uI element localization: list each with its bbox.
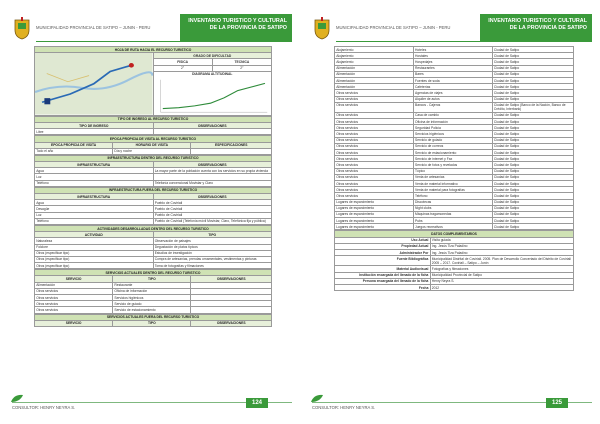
service-location: Ciudad de Satipo <box>492 77 573 83</box>
service-type: Agencias de viajes <box>413 90 492 96</box>
service-category: Lugares de esparcimiento <box>335 224 414 230</box>
infra-outside-obs: Pueblo de Coviriali <box>153 200 272 206</box>
complementary-value: Ing. Jesús Tiza Paladino <box>430 243 573 249</box>
service-type: Casa de cambio <box>413 112 492 118</box>
service-type: Bancos - Cajeros <box>413 102 492 112</box>
entry-title: TIPO DE INGRESO AL RECURSO TURISTICO <box>35 116 272 122</box>
service-type: Venta de artesanías <box>413 174 492 180</box>
season-title: EPOCA PROPICIA DE VISITA AL RECURSO TURISTICO <box>35 136 272 142</box>
service-category: Lugares de esparcimiento <box>335 218 414 224</box>
consultant-name: CONSULTOR: HENRY NEYRA S. <box>12 405 76 410</box>
service-type: Oficina de información <box>113 288 191 294</box>
service-location: Ciudad de Satipo <box>492 125 573 131</box>
service-location: Ciudad de Satipo <box>492 131 573 137</box>
service-type: Fuentes de soda <box>413 77 492 83</box>
page-number: 124 <box>246 398 268 408</box>
header-title-box <box>480 14 592 42</box>
service-category: Otros servicios <box>335 168 414 174</box>
service-location: Ciudad de Satipo <box>492 59 573 65</box>
difficulty-header: GRADO DE DIFICULTAD <box>153 53 272 59</box>
service-category: Alojamiento <box>335 47 414 53</box>
page-number: 125 <box>546 398 568 408</box>
service-category: Otros servicios <box>335 174 414 180</box>
activity-name: Otros (especificar tipo) <box>35 250 154 256</box>
service-type: Servicios higiénicos <box>413 131 492 137</box>
complementary-label: Material Audiovisual <box>335 266 431 272</box>
service-category: Alimentación <box>335 77 414 83</box>
altitude-header: DIAGRAMA ALTITUDINAL <box>192 71 233 76</box>
complementary-body <box>335 237 574 291</box>
season-col-spec: ESPECIFICACIONES <box>191 142 272 148</box>
physical-label: FISICA <box>153 59 212 65</box>
service-type: Restaurante <box>113 282 191 288</box>
service-category: Alimentación <box>335 65 414 71</box>
activity-type: Compra de artesanías, prendas ornamentales, vestimentas y pinturas <box>153 256 272 262</box>
services-outside-list <box>334 46 574 230</box>
service-location: Ciudad de Satipo <box>492 199 573 205</box>
service-category: Otros servicios <box>35 301 113 307</box>
complementary-value: Visita guiada <box>430 237 573 243</box>
service-category: Otros servicios <box>335 112 414 118</box>
service-category: Otros servicios <box>335 187 414 193</box>
service-type: Venta de material informativo <box>413 180 492 186</box>
services-inside-table <box>34 269 272 313</box>
service-location: Ciudad de Satipo <box>492 90 573 96</box>
service-category: Otros servicios <box>335 90 414 96</box>
service-type: Bares <box>413 71 492 77</box>
service-category: Alojamiento <box>335 59 414 65</box>
infra-outside-obs: Pueblo de Coviriali (Telefonía móvil Movistar, Claro, Telefónica fija y pública) <box>153 218 272 224</box>
infra-inside-obs: Telefonía convencional Movistar y Claro <box>153 180 272 186</box>
service-location: Ciudad de Satipo <box>492 168 573 174</box>
service-location: Ciudad de Satipo <box>492 211 573 217</box>
technical-label: TECNICA <box>212 59 271 65</box>
infra-outside-item: Teléfono <box>35 218 154 224</box>
infra-inside-obs: La mayor parte de la población cuenta con los servicios en su propia vivienda <box>153 168 272 174</box>
service-category: Alimentación <box>35 282 113 288</box>
services-inside-col2: TIPO <box>113 276 191 282</box>
table-row <box>335 256 574 266</box>
altitude-diagram <box>153 71 272 115</box>
service-location: Ciudad de Satipo <box>492 137 573 143</box>
complementary-label: Fecha <box>335 284 431 290</box>
service-type: Servicio de estacionamiento <box>113 307 191 313</box>
infra-outside-col2: OBSERVACIONES <box>153 194 272 200</box>
infra-inside-item: Agua <box>35 168 154 174</box>
entry-table <box>34 116 272 136</box>
header-title-line2: DE LA PROVINCIA DE SATIPO <box>509 25 587 31</box>
service-location: Ciudad de Satipo <box>492 112 573 118</box>
infra-inside-table <box>34 155 272 187</box>
service-type: Máquinas tragamonedas <box>413 211 492 217</box>
complementary-value: Municipalidad Distrital de Coviriali. 2005. Plan de Desarrollo Concertado del Distrito de Coviriali 2005 – 2017. Coviriali – Satipo – Junín <box>430 256 573 266</box>
service-category: Otros servicios <box>35 288 113 294</box>
entry-col-type: TIPO DE INGRESO <box>35 122 154 128</box>
entry-value: Libre <box>35 129 154 135</box>
altitude-profile-image <box>156 78 270 114</box>
service-type: Servicios higiénicos <box>113 295 191 301</box>
services-inside-col1: SERVICIO <box>35 276 113 282</box>
service-category: Alimentación <box>335 71 414 77</box>
infra-outside-title: INFRAESTRUCTURA FUERA DEL RECURSO TURISTICO <box>35 187 272 193</box>
coat-of-arms-icon <box>312 16 332 40</box>
services-inside-col3: OBSERVACIONES <box>191 276 272 282</box>
infra-inside-item: Teléfono <box>35 180 154 186</box>
season-epoch: Todo el año <box>35 148 113 154</box>
table-row <box>335 284 574 290</box>
service-location: Ciudad de Satipo <box>492 53 573 59</box>
service-type: Seguridad Policía <box>413 125 492 131</box>
route-table <box>34 46 272 116</box>
service-type: Cafeterías <box>413 84 492 90</box>
complementary-value: Henry Neyra S. <box>430 278 573 284</box>
service-location: Ciudad de Satipo <box>492 96 573 102</box>
header-title-line1: INVENTARIO TURISTICO Y CULTURAL <box>488 18 587 24</box>
season-col-epoch: EPOCA PROPICIA DE VISITA <box>35 142 113 148</box>
consultant-name: CONSULTOR: HENRY NEYRA S. <box>312 405 376 410</box>
service-location: Ciudad de Satipo <box>492 84 573 90</box>
activity-name: Folclore <box>35 244 154 250</box>
physical-value: 2° <box>153 65 212 71</box>
infra-outside-item: Luz <box>35 212 154 218</box>
left-page <box>2 0 298 424</box>
page-footer <box>312 402 592 414</box>
complementary-label: Administrador Por <box>335 250 431 256</box>
season-hours: Día y noche <box>113 148 191 154</box>
services-outside-col2: TIPO <box>113 320 191 326</box>
service-type: Servicio de correos <box>413 143 492 149</box>
left-content <box>34 46 272 327</box>
season-col-hours: HORARIO DE VISITA <box>113 142 191 148</box>
services-inside-title: SERVICIOS ACTUALES DENTRO DEL RECURSO TURISTICO <box>35 270 272 276</box>
service-category: Alimentación <box>335 84 414 90</box>
infra-outside-item: Desagüe <box>35 206 154 212</box>
activities-table <box>34 225 272 269</box>
service-location: Ciudad de Satipo <box>492 47 573 53</box>
route-title: HOJA DE RUTA HACIA EL RECURSO TURISTICO <box>35 47 272 53</box>
service-category: Lugares de esparcimiento <box>335 211 414 217</box>
service-category: Otros servicios <box>335 193 414 199</box>
service-type: Tópico <box>413 168 492 174</box>
complementary-label: Propiedad Actual <box>335 243 431 249</box>
service-category: Otros servicios <box>335 96 414 102</box>
header-title-line2: DE LA PROVINCIA DE SATIPO <box>209 25 287 31</box>
route-map <box>35 53 154 116</box>
service-location: Ciudad de Satipo <box>492 150 573 156</box>
infra-inside-item: Luz <box>35 174 154 180</box>
service-location: Ciudad de Satipo (Banco de la Nación, Banco de Crédito, Interbank) <box>492 102 573 112</box>
municipality-name: MUNICIPALIDAD PROVINCIAL DE SATIPO – JUNIN - PERU <box>336 25 451 30</box>
season-table <box>34 135 272 155</box>
service-location: Ciudad de Satipo <box>492 218 573 224</box>
service-category: Otros servicios <box>335 162 414 168</box>
service-location: Ciudad de Satipo <box>492 187 573 193</box>
service-type: Servicio de estacionamiento <box>413 150 492 156</box>
service-location: Ciudad de Satipo <box>492 143 573 149</box>
service-location: Ciudad de Satipo <box>492 193 573 199</box>
service-category: Otros servicios <box>35 307 113 313</box>
page-header <box>312 14 592 44</box>
header-rule <box>36 41 180 42</box>
activities-title: ACTIVIDADES DESARROLLADAS DENTRO DEL RECURSO TURISTICO <box>35 225 272 231</box>
complementary-table <box>334 230 574 291</box>
entry-col-obs: OBSERVACIONES <box>153 122 272 128</box>
service-location: Ciudad de Satipo <box>492 180 573 186</box>
right-content <box>334 46 574 291</box>
table-row <box>35 180 272 186</box>
infra-outside-col1: INFRAESTRUCTURA <box>35 194 154 200</box>
service-category: Otros servicios <box>335 131 414 137</box>
service-location: Ciudad de Satipo <box>492 224 573 230</box>
service-type: Discotecas <box>413 199 492 205</box>
service-location: Ciudad de Satipo <box>492 162 573 168</box>
complementary-value: 2012 <box>430 284 573 290</box>
service-category: Otros servicios <box>335 119 414 125</box>
service-type: Servicio de fotos y revelados <box>413 162 492 168</box>
page-header <box>12 14 292 44</box>
service-category: Lugares de esparcimiento <box>335 205 414 211</box>
complementary-label: Institución encargada del llenado de la ficha <box>335 272 431 278</box>
services-outside-title: SERVICIOS ACTUALES FUERA DEL RECURSO TURISTICO <box>35 314 272 320</box>
service-type: Teléfono <box>413 193 492 199</box>
service-location: Ciudad de Satipo <box>492 65 573 71</box>
activity-name: Otros (especificar tipo) <box>35 256 154 262</box>
service-location: Ciudad de Satipo <box>492 205 573 211</box>
complementary-value: Municipalidad Provincial de Satipo <box>430 272 573 278</box>
activity-type: Estudios de investigación <box>153 250 272 256</box>
complementary-title: DATOS COMPLEMENTARIOS <box>335 231 574 237</box>
services-outside-col3: OBSERVACIONES <box>191 320 272 326</box>
service-category: Otros servicios <box>335 150 414 156</box>
services-outside-body <box>335 47 574 230</box>
service-type: Pubs <box>413 218 492 224</box>
service-type: Venta de material para fotografías <box>413 187 492 193</box>
service-type: Hospedajes <box>413 59 492 65</box>
infra-outside-table <box>34 187 272 225</box>
complementary-label: Persona encargada del llenado de la ficha <box>335 278 431 284</box>
table-row <box>35 218 272 224</box>
service-category: Otros servicios <box>335 180 414 186</box>
service-type: Juegos recreativos <box>413 224 492 230</box>
activity-name: Otros (especificar tipo) <box>35 263 154 269</box>
activity-type: Toma de fotografías y filmaciones <box>153 263 272 269</box>
infra-outside-obs: Pueblo de Coviriali <box>153 206 272 212</box>
complementary-label: Uso Actual <box>335 237 431 243</box>
infra-inside-col2: OBSERVACIONES <box>153 162 272 168</box>
activity-name: Naturaleza <box>35 238 154 244</box>
service-location: Ciudad de Satipo <box>492 119 573 125</box>
complementary-value: Fotografías y filmaciones <box>430 266 573 272</box>
activities-col2: TIPO <box>153 232 272 238</box>
table-row <box>35 263 272 269</box>
complementary-value: Ing. Jesús Tiza Paladino <box>430 250 573 256</box>
service-category: Otros servicios <box>335 156 414 162</box>
coat-of-arms-icon <box>12 16 32 40</box>
header-rule <box>336 41 480 42</box>
service-type: Servicio de guiado <box>113 301 191 307</box>
infra-outside-obs: Pueblo de Coviriali <box>153 212 272 218</box>
route-map-image <box>35 53 153 115</box>
table-row <box>35 307 272 313</box>
service-category: Otros servicios <box>35 295 113 301</box>
service-category: Lugares de esparcimiento <box>335 199 414 205</box>
entry-obs <box>153 129 272 135</box>
infra-inside-col1: INFRAESTRUCTURA <box>35 162 154 168</box>
season-spec <box>191 148 272 154</box>
table-row <box>335 224 574 230</box>
header-title-line1: INVENTARIO TURISTICO Y CULTURAL <box>188 18 287 24</box>
activity-type: Observación de paisajes <box>153 238 272 244</box>
service-category: Otros servicios <box>335 137 414 143</box>
technical-value: 2° <box>212 65 271 71</box>
services-outside-table <box>34 314 272 327</box>
service-type: Night clubs <box>413 205 492 211</box>
service-type: Restaurantes <box>413 65 492 71</box>
services-outside-col1: SERVICIO <box>35 320 113 326</box>
service-type: Servicio de internet y Fax <box>413 156 492 162</box>
service-location: Ciudad de Satipo <box>492 71 573 77</box>
service-type: Hoteles <box>413 47 492 53</box>
service-location: Ciudad de Satipo <box>492 156 573 162</box>
infra-inside-title: INFRAESTRUCTURA DENTRO DEL RECURSO TURISTICO <box>35 155 272 161</box>
activities-col1: ACTIVIDAD <box>35 232 154 238</box>
activity-type: Degustación de platos típicos <box>153 244 272 250</box>
service-type: Hostales <box>413 53 492 59</box>
service-category: Otros servicios <box>335 125 414 131</box>
service-location: Ciudad de Satipo <box>492 174 573 180</box>
service-category: Otros servicios <box>335 102 414 112</box>
table-row <box>335 102 574 112</box>
infra-outside-item: Agua <box>35 200 154 206</box>
service-type: Alquiler de autos <box>413 96 492 102</box>
service-type: Servicio de guiado <box>413 137 492 143</box>
service-type: Oficina de información <box>413 119 492 125</box>
service-category: Otros servicios <box>335 143 414 149</box>
service-obs <box>191 307 272 313</box>
right-page <box>302 0 598 424</box>
complementary-label: Fuente Bibliográfica <box>335 256 431 266</box>
service-category: Alojamiento <box>335 53 414 59</box>
header-title-box <box>180 14 292 42</box>
page-footer <box>12 402 292 414</box>
municipality-name: MUNICIPALIDAD PROVINCIAL DE SATIPO – JUNIN - PERU <box>36 25 151 30</box>
